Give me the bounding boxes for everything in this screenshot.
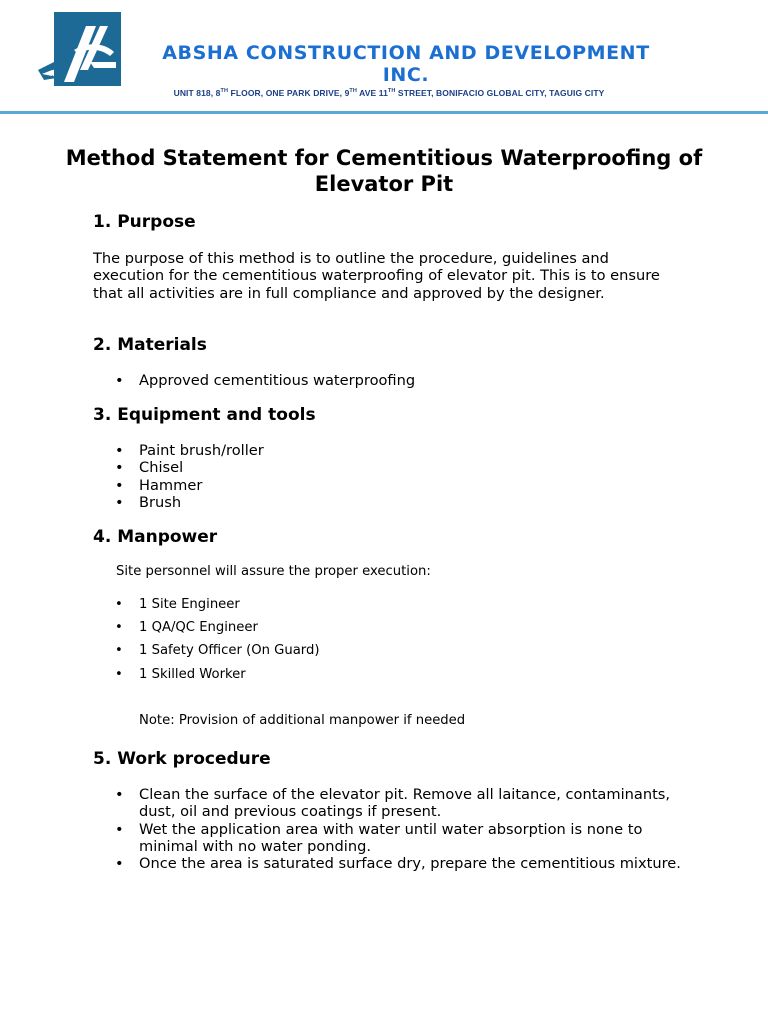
list-item: • Hammer [93,477,683,494]
company-address [150,88,628,98]
letterhead [0,0,768,116]
header-divider [0,111,768,114]
purpose-paragraph: The purpose of this method is to outline the procedure, guidelines and execution for the cementitious waterproofing of elevator pit. This is to ensure that all activities are in full compliance and approved by the designer. [93,250,660,302]
section-heading-work-procedure: 5. Work procedure [93,749,271,769]
list-item: • 1 Site Engineer [93,593,683,616]
document-title: Method Statement for Cementitious Waterproofing of Elevator Pit [65,146,703,196]
address-floor: FLOOR, ONE PARK DRIVE, 9 [228,88,350,98]
section-heading-equipment: 3. Equipment and tools [93,405,316,425]
list-item: • 1 QA/QC Engineer [93,616,683,639]
company-name: ABSHA CONSTRUCTION AND DEVELOPMENT INC. [162,42,650,86]
list-item: • Approved cementitious waterproofing [93,372,683,389]
list-item: • Chisel [93,459,683,476]
company-logo-icon [34,12,122,88]
list-item: • Wet the application area with water until water absorption is none to minimal with no water ponding. [93,821,683,856]
manpower-note: Note: Provision of additional manpower if needed [139,713,466,728]
list-item: • Clean the surface of the elevator pit. Remove all laitance, contaminants, dust, oil and previous coatings if present. [93,786,683,821]
address-ave: AVE 11 [356,88,388,98]
address-unit: UNIT 818, 8 [173,88,221,98]
work-procedure-list [93,786,683,872]
address-sup-1: TH [220,88,229,94]
address-sup-3: TH [387,88,396,94]
address-rest: STREET, BONIFACIO GLOBAL CITY, TAGUIG CITY [395,88,605,98]
section-heading-materials: 2. Materials [93,335,207,355]
equipment-list [93,442,683,511]
manpower-lead: Site personnel will assure the proper execution: [116,564,431,579]
section-heading-purpose: 1. Purpose [93,212,196,232]
list-item: • Once the area is saturated surface dry, prepare the cementitious mixture. [93,855,683,872]
address-sup-2: TH [349,88,357,94]
list-item: • Brush [93,494,683,511]
section-heading-manpower: 4. Manpower [93,527,218,547]
list-item: • Paint brush/roller [93,442,683,459]
materials-list [93,372,683,389]
list-item: • 1 Safety Officer (On Guard) [93,639,683,662]
manpower-list [93,593,683,686]
list-item: • 1 Skilled Worker [93,663,683,686]
